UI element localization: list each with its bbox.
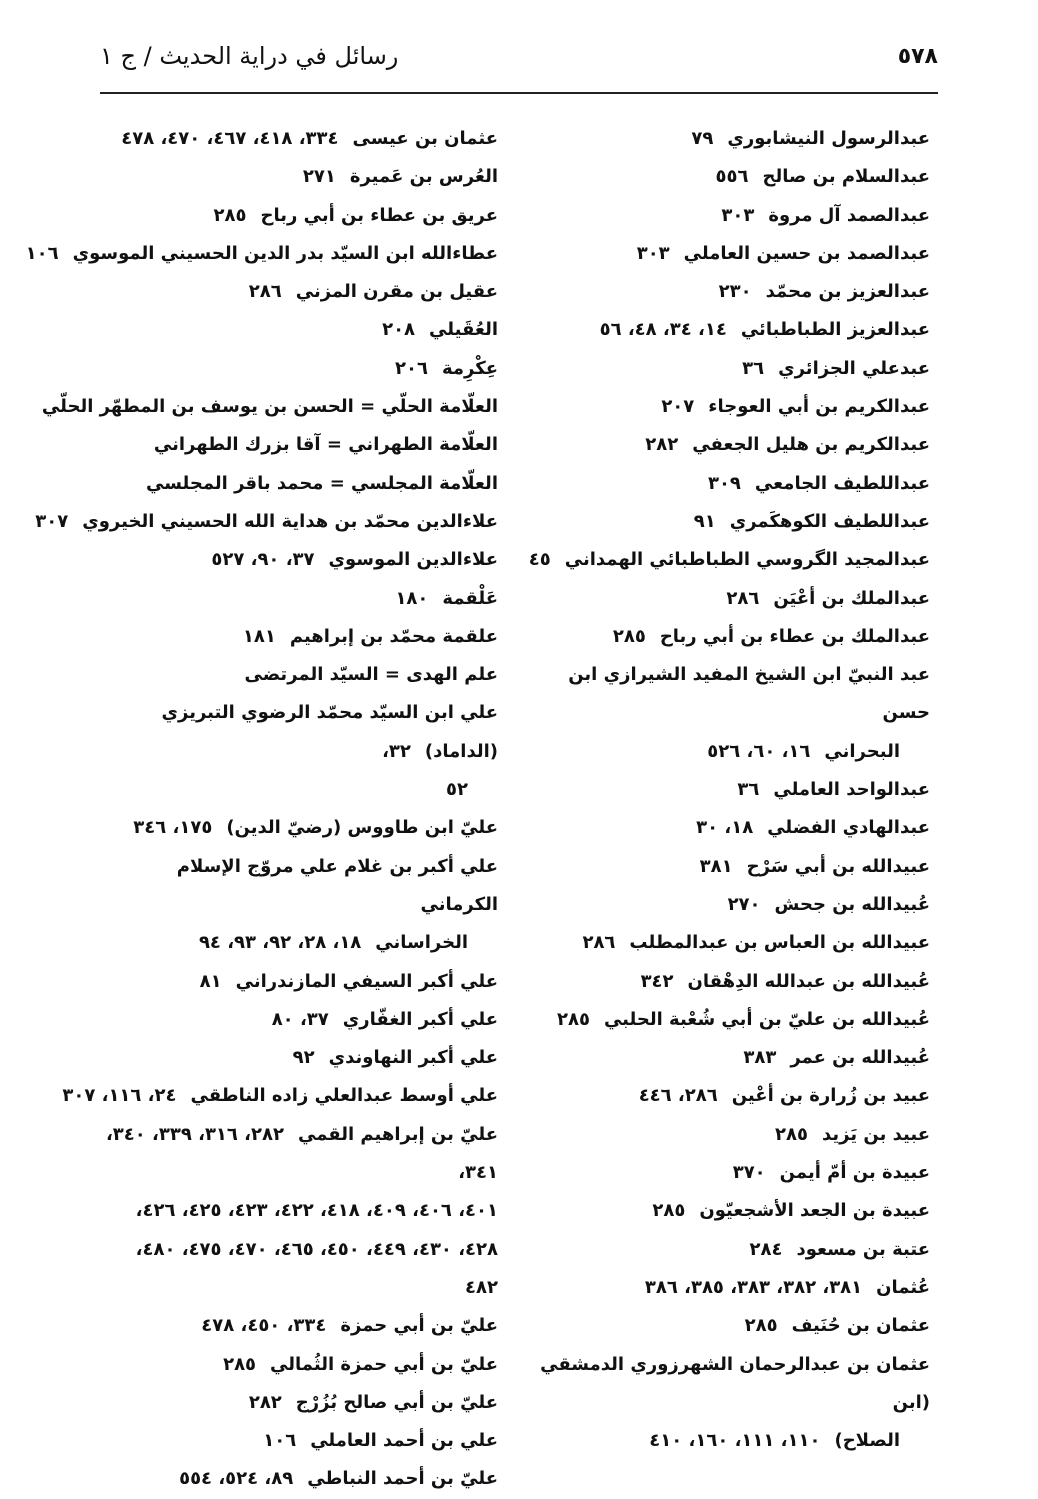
entry-name: علي أوسط عبدالعلي زاده الناطقي xyxy=(190,1085,498,1107)
entry-pages: ٨١ xyxy=(199,970,222,992)
index-entry xyxy=(25,235,498,273)
entry-pages: ١٠٦ xyxy=(263,1430,297,1452)
entry-name: عُبيدالله بن عليّ بن أبي شُعْبة الحلبي xyxy=(603,1008,930,1030)
entry-name: عليّ بن أبي حمزة xyxy=(340,1315,498,1337)
entry-name: عبدالعزيز بن محمّد xyxy=(765,281,930,303)
entry-pages: ٢٨٢، ٣١٦، ٣٣٩، ٣٤٠، ٣٤١، xyxy=(105,1123,498,1184)
index-entry xyxy=(540,158,930,196)
entry-name: عبدالسلام بن صالح xyxy=(762,166,930,188)
entry-pages: ٢٣٠ xyxy=(718,281,752,303)
index-entry xyxy=(540,311,930,349)
entry-name: عريق بن عطاء بن أبي رباح xyxy=(260,204,498,226)
index-entry xyxy=(98,465,498,503)
index-entry xyxy=(98,1039,498,1077)
index-entry xyxy=(540,235,930,273)
entry-pages: ٩٢ xyxy=(292,1047,315,1069)
entry-pages: ٢٨٥ xyxy=(744,1315,778,1337)
entry-pages: ١٨١ xyxy=(242,625,276,647)
index-entry xyxy=(540,1039,930,1077)
entry-name: عبدالملك بن أعْيَن xyxy=(773,587,930,609)
index-entry xyxy=(98,963,498,1001)
entry-name: العُقَيلي xyxy=(429,319,498,341)
index-column-left xyxy=(25,120,498,1499)
entry-name: عبداللطيف الجامعي xyxy=(754,472,930,494)
entry-name: عبيد بن زُرارة بن أعْين xyxy=(731,1085,930,1107)
entry-name: عبيد بن يَزيد xyxy=(822,1123,930,1145)
entry-pages: ٥٥٦ xyxy=(715,166,749,188)
entry-pages: ٢٨٥ xyxy=(775,1123,808,1145)
entry-pages: ٣٠٣ xyxy=(636,242,670,264)
entry-pages: ٣٨١ xyxy=(699,855,733,877)
entry-name: عطاءالله ابن السيّد بدر الدين الحسيني الموسوي xyxy=(72,242,498,264)
entry-name: علي أكبر السيفي المازندراني xyxy=(235,970,498,992)
entry-continuation-text: البحراني xyxy=(824,740,900,762)
entry-pages: ٢٧٠ xyxy=(727,893,761,915)
entry-name: عثمان بن عبدالرحمان الشهرزوري الدمشقي (ابن xyxy=(540,1353,930,1413)
entry-pages: ٣٧، ٩٠، ٥٢٧ xyxy=(211,549,315,571)
entry-pages: ٣٧، ٨٠ xyxy=(271,1008,329,1030)
index-entry xyxy=(540,809,930,847)
index-entry xyxy=(540,388,930,426)
index-entry xyxy=(540,1192,930,1230)
entry-pages: ٧٩ xyxy=(691,128,714,149)
entry-name: عُبيدالله بن عمر xyxy=(790,1047,930,1069)
index-entry xyxy=(540,1116,930,1154)
header-rule xyxy=(100,92,938,94)
entry-name: علي ابن السيّد محمّد الرضوي التبريزي (الداماد) xyxy=(161,702,498,762)
entry-pages: ٢٠٨ xyxy=(382,319,416,341)
entry-name: عبدالهادي الفضلي xyxy=(767,817,930,839)
entry-pages: ٣٨١، ٣٨٢، ٣٨٣، ٣٨٥، ٣٨٦ xyxy=(644,1276,863,1298)
entry-pages: ٣٠٩ xyxy=(707,472,741,494)
index-entry xyxy=(540,350,930,388)
entry-pages: ٩١ xyxy=(693,510,716,532)
index-entry xyxy=(540,1346,930,1461)
entry-name: علقمة محمّد بن إبراهيم xyxy=(289,625,498,647)
index-entry xyxy=(98,311,498,349)
entry-continuation-text: الصلاح) xyxy=(834,1430,900,1452)
index-entry xyxy=(98,809,498,847)
index-entry xyxy=(540,1269,930,1307)
entry-name: عتبة بن مسعود xyxy=(796,1238,930,1260)
index-entry xyxy=(35,503,498,541)
index-entry xyxy=(98,541,498,579)
entry-pages: ٢٨٦ xyxy=(582,932,616,954)
entry-pages: ٨٩، ٥٢٤، ٥٥٤ xyxy=(179,1468,294,1490)
entry-name: عبدالملك بن عطاء بن أبي رباح xyxy=(659,625,930,647)
entry-name: عبداللطيف الكوهكَمري xyxy=(729,510,930,532)
entry-pages: ٢٨٤ xyxy=(749,1238,783,1260)
entry-pages: ٤٥ xyxy=(528,549,551,571)
index-column-right xyxy=(528,120,930,1460)
index-entry xyxy=(98,426,498,464)
entry-name: علي أكبر الغفّاري xyxy=(342,1008,498,1030)
entry-name: عليّ بن أبي حمزة الثُمالي xyxy=(270,1353,498,1375)
entry-pages: ٢٨٢ xyxy=(248,1391,282,1413)
entry-pages-continued: ٤٠١، ٤٠٦، ٤٠٩، ٤١٨، ٤٢٢، ٤٢٣، ٤٢٥، ٤٢٦، xyxy=(135,1200,498,1222)
index-entry xyxy=(540,924,930,962)
index-entry xyxy=(540,197,930,235)
entry-pages: ٢٨٦ xyxy=(726,587,760,609)
index-entry xyxy=(62,1077,498,1115)
entry-name: عثمان بن حُنَيف xyxy=(791,1315,930,1337)
index-entry xyxy=(98,580,498,618)
index-entry xyxy=(98,1346,498,1384)
entry-pages: ٢٧١ xyxy=(302,166,336,188)
entry-pages: ٢٨٦ xyxy=(248,281,282,303)
entry-pages: ٣٦ xyxy=(742,357,765,379)
index-entry xyxy=(540,1154,930,1192)
entry-name: عبدالرسول النيشابوري xyxy=(727,128,930,149)
index-entry xyxy=(540,848,930,886)
entry-pages: ١٧٥، ٣٤٦ xyxy=(133,817,213,839)
entry-name: العُرس بن عَميرة xyxy=(349,166,498,188)
entry-name: عُثمان xyxy=(876,1276,930,1298)
entry-name: العلّامة الحلّي = الحسن بن يوسف بن المطهّر الحلّي xyxy=(41,396,498,418)
index-entry xyxy=(540,1307,930,1345)
entry-pages: ٢٤، ١١٦، ٣٠٧ xyxy=(62,1085,177,1107)
entry-pages: ٣٨٣ xyxy=(743,1047,777,1069)
index-entry xyxy=(98,848,498,963)
index-entry xyxy=(540,771,930,809)
index-entry xyxy=(98,1384,498,1422)
entry-pages: ٣٣٤، ٤١٨، ٤٦٧، ٤٧٠، ٤٧٨ xyxy=(121,128,339,149)
entry-continuation xyxy=(540,733,930,771)
entry-name: عبدالعزيز الطباطبائي xyxy=(740,319,930,341)
index-entry xyxy=(540,426,930,464)
index-entry xyxy=(540,886,930,924)
entry-name: عبيدالله بن العباس بن عبدالمطلب xyxy=(629,932,930,954)
entry-pages: ١٤، ٣٤، ٤٨، ٥٦ xyxy=(599,319,727,341)
index-entry xyxy=(540,963,930,1001)
entry-name: العلّامة الطهراني = آقا بزرك الطهراني xyxy=(153,434,498,456)
entry-pages: ٢٨٥ xyxy=(223,1353,257,1375)
entry-pages: ٣٠٧ xyxy=(35,510,69,532)
index-entry xyxy=(98,350,498,388)
entry-name: علم الهدى = السيّد المرتضى xyxy=(244,664,498,686)
entry-pages: ١١٠، ١١١، ١٦٠، ٤١٠ xyxy=(649,1430,821,1452)
index-entry xyxy=(98,656,498,694)
entry-name: عبيدة بن أمّ أيمن xyxy=(779,1162,930,1184)
index-entry xyxy=(41,388,498,426)
entry-continuation-text: الخراساني xyxy=(375,932,468,954)
page-header xyxy=(100,40,938,84)
index-entry xyxy=(98,158,498,196)
entry-pages: ٣٤٢ xyxy=(640,970,674,992)
index-entry xyxy=(98,273,498,311)
index-entry xyxy=(528,541,930,579)
entry-name: عبيدالله بن أبي سَرْح xyxy=(746,855,930,877)
entry-name: عبدالمجيد الگروسي الطباطبائي الهمداني xyxy=(564,549,930,571)
entry-pages: ١٦، ٦٠، ٥٢٦ xyxy=(707,740,811,762)
entry-pages: ٢٨٥ xyxy=(557,1008,590,1030)
index-entry xyxy=(98,1307,498,1345)
entry-name: عُبيدالله بن عبدالله الدِهْقان xyxy=(687,970,930,992)
entry-continuation: ٥٢ xyxy=(446,779,468,801)
entry-pages: ٢٨٢ xyxy=(645,434,679,456)
entry-name: عليّ بن أحمد النباطي xyxy=(307,1468,498,1490)
entry-pages: ٢٨٥ xyxy=(213,204,247,226)
entry-name: عبدالواحد العاملي xyxy=(773,779,930,801)
entry-pages: ٣٢، xyxy=(382,740,411,762)
entry-pages: ١٠٦ xyxy=(25,242,59,264)
index-entry xyxy=(540,120,930,158)
entry-pages: ٣٧٠ xyxy=(732,1162,766,1184)
entry-pages: ٢٨٥ xyxy=(652,1200,686,1222)
entry-pages-continued: ٤٢٨، ٤٣٠، ٤٤٩، ٤٥٠، ٤٦٥، ٤٧٠، ٤٧٥، ٤٨٠، xyxy=(135,1238,498,1260)
index-entry xyxy=(540,656,930,771)
index-entry xyxy=(98,120,498,158)
index-entry xyxy=(98,197,498,235)
index-entry xyxy=(540,1077,930,1115)
index-entry xyxy=(98,1116,498,1307)
entry-pages: ١٨، ٢٨، ٩٢، ٩٣، ٩٤ xyxy=(198,932,362,954)
entry-name: عبدعلي الجزائري xyxy=(778,357,930,379)
entry-name: عبدالكريم بن هليل الجعفي xyxy=(692,434,930,456)
index-entry xyxy=(98,1460,498,1498)
entry-name: علي بن أحمد العاملي xyxy=(310,1430,498,1452)
index-entry xyxy=(540,618,930,656)
entry-pages: ٢٨٦، ٤٤٦ xyxy=(638,1085,718,1107)
index-entry xyxy=(540,503,930,541)
entry-pages: ٢٨٥ xyxy=(612,625,646,647)
entry-name: عثمان بن عيسى xyxy=(352,128,498,149)
entry-name: عِكْرِمة xyxy=(441,357,498,379)
entry-name: عقيل بن مقرن المزني xyxy=(295,281,498,303)
entry-continuation xyxy=(540,1422,930,1460)
entry-name: عليّ بن إبراهيم القمي xyxy=(297,1123,498,1145)
entry-name: عبد النبيّ ابن الشيخ المفيد الشيرازي ابن حسن xyxy=(568,664,930,724)
entry-name: العلّامة المجلسي = محمد باقر المجلسي xyxy=(145,472,498,494)
entry-name: عليّ بن أبي صالح بُزُرْج xyxy=(295,1391,498,1413)
entry-pages: ٢٠٦ xyxy=(395,357,428,379)
entry-pages: ٣٣٤، ٤٥٠، ٤٧٨ xyxy=(201,1315,327,1337)
entry-name: عبدالصمد بن حسين العاملي xyxy=(683,242,930,264)
entry-name: عبدالكريم بن أبي العوجاء xyxy=(708,396,930,418)
entry-name: علاءالدين الموسوي xyxy=(328,549,498,571)
entry-name: عبيدة بن الجعد الأشجعيّون xyxy=(699,1200,930,1222)
page-number: ٥٧٨ xyxy=(897,44,938,69)
entry-name: علي أكبر النهاوندي xyxy=(328,1047,498,1069)
index-entry xyxy=(98,618,498,656)
entry-continuation xyxy=(98,924,498,962)
index-entry xyxy=(98,1001,498,1039)
index-entry xyxy=(540,465,930,503)
entry-pages-continued: ٤٨٢ xyxy=(465,1276,498,1298)
entry-pages: ٢٠٧ xyxy=(661,396,695,418)
index-entry xyxy=(540,1231,930,1269)
index-entry xyxy=(540,1001,930,1039)
index-entry xyxy=(540,580,930,618)
entry-pages: ١٨، ٣٠ xyxy=(696,817,754,839)
index-entry xyxy=(98,694,498,809)
running-title: رسائل في دراية الحديث / ج ١ xyxy=(100,42,399,70)
entry-name: علي أكبر بن غلام علي مروّج الإسلام الكرماني xyxy=(176,855,498,915)
entry-name: عبدالصمد آل مروة xyxy=(768,204,930,226)
entry-pages: ٣٦ xyxy=(737,779,760,801)
index-entry xyxy=(540,273,930,311)
entry-pages: ٣٠٣ xyxy=(721,204,755,226)
entry-name: علاءالدين محمّد بن هداية الله الحسيني الخيروي xyxy=(82,510,498,532)
entry-name: عَلْقمة xyxy=(442,587,498,609)
entry-name: عُبيدالله بن جحش xyxy=(774,893,930,915)
index-entry xyxy=(98,1422,498,1460)
entry-name: عليّ ابن طاووس (رضيّ الدين) xyxy=(226,817,498,839)
entry-pages: ١٨٠ xyxy=(395,587,429,609)
